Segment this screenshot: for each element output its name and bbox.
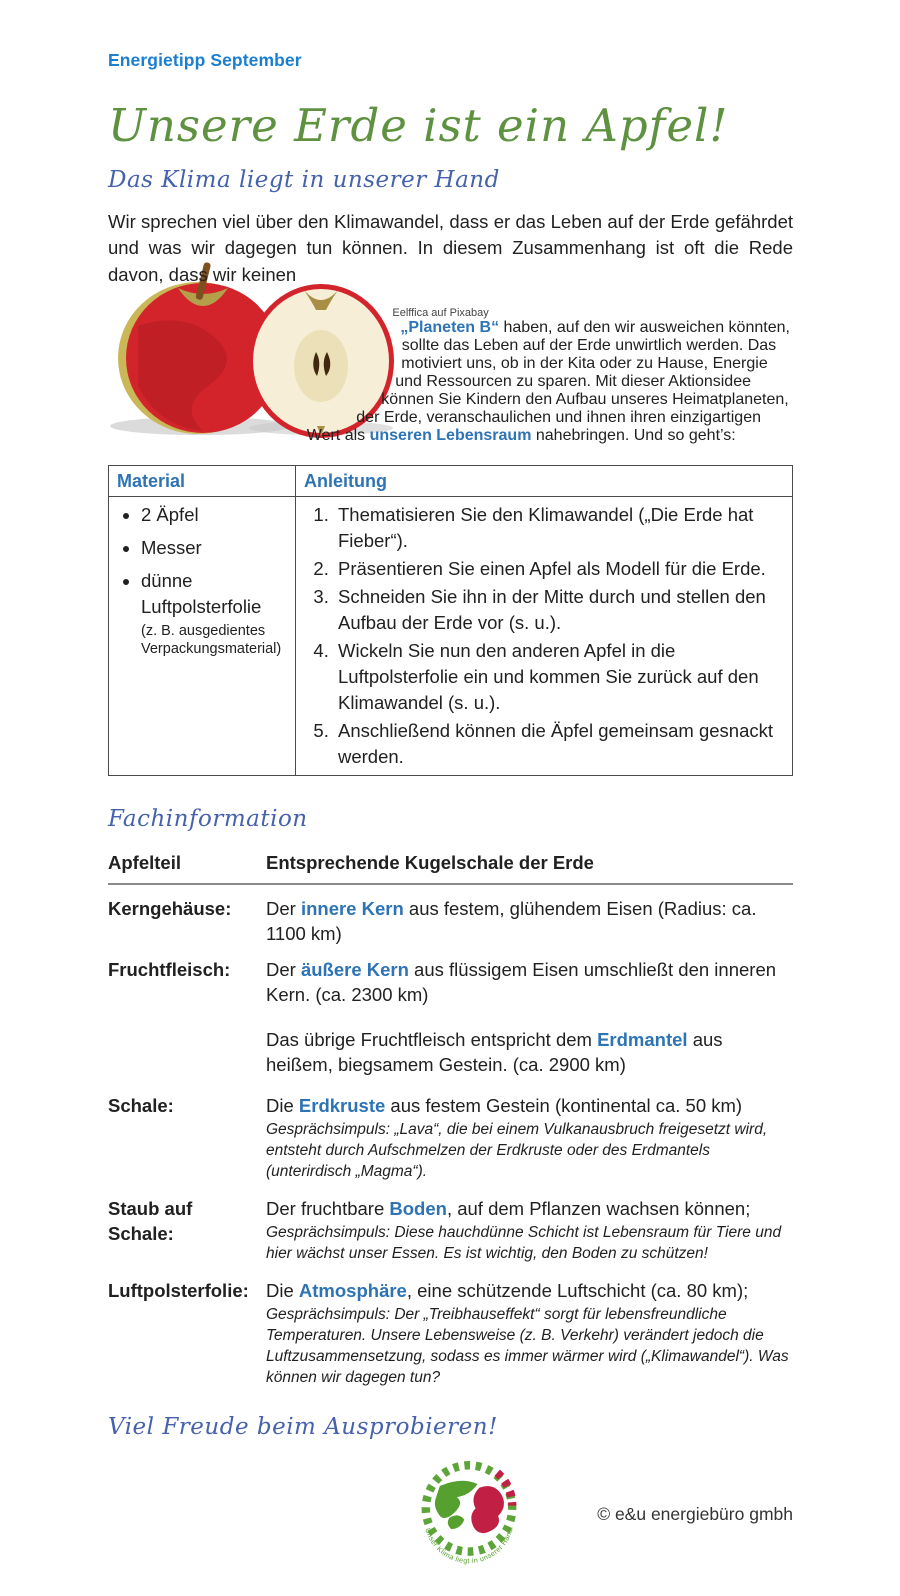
fach-row-label: Schale: <box>108 1094 174 1116</box>
copyright-text: © e&u energiebüro gmbh <box>597 1503 793 1524</box>
anleitung-cell <box>296 496 793 775</box>
table-row <box>108 957 793 1007</box>
fach-highlight: Erdmantel <box>597 1028 688 1050</box>
fach-text: Der <box>266 897 301 919</box>
material-anleitung-table <box>108 465 793 776</box>
fach-row-content <box>266 1278 793 1388</box>
fach-row-content <box>266 957 793 1007</box>
fach-row-label: Fruchtfleisch: <box>108 958 231 980</box>
fach-row-label: Kerngehäuse: <box>108 897 232 919</box>
page-title: Unsere Erde ist ein Apfel! <box>108 99 729 152</box>
fach-column-apfelteil: Apfelteil <box>108 851 181 873</box>
fach-text: aus heißem, biegsamem Gestein. (ca. 2900 km) <box>266 1028 723 1075</box>
intro-highlight-planet-b: „Planeten B“ <box>400 318 500 336</box>
intro-highlight-lebensraum: unseren Lebensraum <box>369 426 532 444</box>
list-item: 4. Wickeln Sie nun den anderen Apfel in die Luftpolsterfolie ein und kommen Sie zurück auf den Klimawandel (s. u.). <box>334 638 784 716</box>
fach-note: Gesprächsimpuls: Der „Treibhauseffekt“ sorgt für lebensfreundliche Temperaturen. Unsere Lebensweise (z. B. Verkehr) verändert jedoch die Luftzusammensetzung, sodass es immer wärmer wird („Klimawandel“). Was können wir dagegen tun? <box>266 1305 789 1386</box>
fach-text: aus flüssigem Eisen umschließt den inneren Kern. (ca. 2300 km) <box>266 958 777 1005</box>
fach-row-label <box>108 1027 258 1077</box>
list-item <box>141 568 287 658</box>
fach-text: Das übrige Fruchtfleisch entspricht dem <box>266 1028 598 1050</box>
fachinformation-table <box>108 850 793 1388</box>
material-item-label: dünne Luftpolsterfolie <box>141 569 262 617</box>
logo <box>408 1454 530 1581</box>
list-item: 3. Schneiden Sie ihn in der Mitte durch und stellen den Aufbau der Erde vor (s. u.). <box>334 584 784 636</box>
fach-highlight: Atmosphäre <box>298 1279 407 1301</box>
fach-text: Der fruchtbare <box>266 1197 390 1219</box>
footer <box>108 1446 793 1596</box>
table-header-row <box>109 465 793 496</box>
image-credit: Eelffica auf Pixabay <box>392 306 489 319</box>
logo-slogan: Unser Klima liegt in unserer Hand. <box>423 1524 516 1565</box>
table-row <box>108 1027 793 1077</box>
fach-header-row <box>108 850 793 885</box>
fach-text: , eine schützende Luftschicht (ca. 80 km); <box>406 1279 749 1301</box>
material-list <box>117 502 287 658</box>
intro-text-3: nahebringen. Und so geht’s: <box>531 426 736 444</box>
fach-note: Gesprächsimpuls: Diese hauchdünne Schicht ist Lebensraum für Tiere und hier wächst unser Essen. Es ist wichtig, den Boden zu schützen! <box>266 1223 782 1262</box>
climate-globe-logo <box>408 1454 530 1576</box>
fach-text: , auf dem Pflanzen wachsen können; <box>446 1197 751 1219</box>
fachinformation-heading: Fachinformation <box>108 805 308 832</box>
fach-row-label: Staub auf Schale: <box>108 1197 193 1244</box>
intro-paragraph <box>108 209 793 289</box>
fach-highlight: innere Kern <box>300 897 404 919</box>
steps-list <box>304 502 784 770</box>
intro-text-1: Wir sprechen viel über den Klimawandel, dass er das Leben auf der Erde gefährdet und was wir dagegen tun können. In diesem Zusammenhang ist oft die Rede davon, dass wir keinen <box>108 210 793 285</box>
table-body-row <box>109 496 793 775</box>
table-row <box>108 1196 793 1264</box>
fach-highlight: Boden <box>389 1197 447 1219</box>
table-row <box>108 1093 793 1182</box>
fach-highlight: Erdkruste <box>298 1094 386 1116</box>
intro-text-2: haben, auf den wir ausweichen könnten, sollte das Leben auf der Erde unwirtlich werden. Das motiviert uns, ob in der Kita oder zu Hause, Energie und Ressourcen zu sparen. Mit dieser Aktionsidee können Sie Kindern den Aufbau unseres Heimatplaneten, der Erde, veranschaulichen und ihnen ihren einzigartigen Wert als <box>306 318 790 444</box>
list-item: • Messer <box>141 535 287 561</box>
fach-row-content <box>266 1093 793 1182</box>
fach-note: Gesprächsimpuls: „Lava“, die bei einem Vulkanausbruch freigesetzt wird, entsteht durch Aufschmelzen der Erdkruste oder des Erdmantels (unterirdisch „Magma“). <box>266 1120 768 1180</box>
fach-row-content <box>266 1027 793 1077</box>
fach-text: Die <box>266 1279 299 1301</box>
kicker-heading: Energietipp September <box>108 50 302 70</box>
list-item: 5. Anschließend können die Äpfel gemeinsam gesnackt werden. <box>334 718 784 770</box>
fach-column-kugelschale: Entsprechende Kugelschale der Erde <box>266 851 594 873</box>
closing-heading: Viel Freude beim Ausprobieren! <box>108 1413 498 1440</box>
section-subtitle: Das Klima liegt in unserer Hand <box>108 166 500 193</box>
fach-row-content <box>266 1196 793 1264</box>
list-item: • 2 Äpfel <box>141 502 287 528</box>
fach-text: aus festem Gestein (kontinental ca. 50 km) <box>385 1094 743 1116</box>
list-item: 1. Thematisieren Sie den Klimawandel („Die Erde hat Fieber“). <box>334 502 784 554</box>
material-note: (z. B. ausgedientes Verpackungsmaterial) <box>141 622 282 657</box>
fach-text: Der <box>266 958 301 980</box>
fach-highlight: äußere Kern <box>300 958 409 980</box>
fach-text: aus festem, glühendem Eisen (Radius: ca. 1100 km) <box>266 897 757 944</box>
table-row <box>108 896 793 946</box>
list-item: 2. Präsentieren Sie einen Apfel als Modell für die Erde. <box>334 556 784 582</box>
fach-text: Die <box>266 1094 299 1116</box>
column-header-anleitung: Anleitung <box>296 465 793 496</box>
fach-row-content <box>266 896 793 946</box>
fach-row-label: Luftpolsterfolie: <box>108 1279 249 1301</box>
column-header-material: Material <box>109 465 296 496</box>
table-row <box>108 1278 793 1388</box>
material-cell <box>109 496 296 775</box>
